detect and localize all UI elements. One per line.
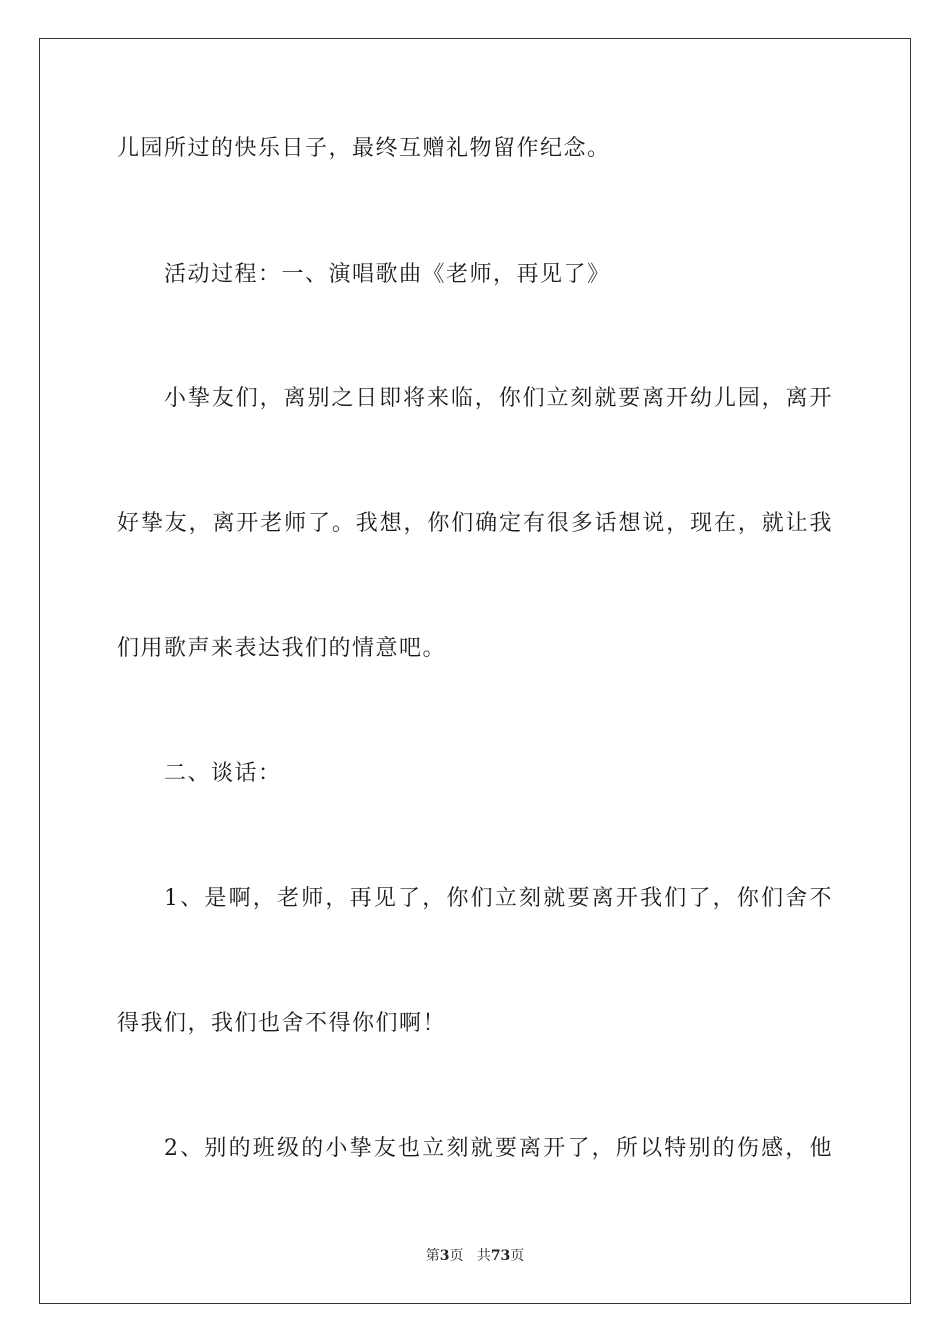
footer-page-suffix: 页 [449, 1248, 464, 1264]
paragraph-line-1: 儿园所过的快乐日子，最终互赠礼物留作纪念。 [117, 136, 611, 161]
footer-page-number: 3 [439, 1248, 450, 1264]
paragraph-line-6: 二、谈话： [164, 761, 282, 786]
paragraph-line-4: 好挚友，离开老师了。我想，你们确定有很多话想说，现在，就让我 [117, 511, 833, 536]
paragraph-line-5: 们用歌声来表达我们的情意吧。 [117, 636, 447, 661]
paragraph-line-8: 得我们，我们也舍不得你们啊！ [117, 1011, 447, 1036]
page-footer [0, 1246, 950, 1266]
paragraph-line-3: 小挚友们，离别之日即将来临，你们立刻就要离开幼儿园，离开 [164, 386, 833, 411]
paragraph-line-9: 2、别的班级的小挚友也立刻就要离开了，所以特别的伤感，他 [164, 1136, 833, 1161]
paragraph-line-2: 活动过程：一、演唱歌曲《老师，再见了》 [164, 262, 611, 287]
footer-total-suffix: 页 [510, 1248, 525, 1264]
footer-page-label: 第 [425, 1248, 440, 1264]
footer-total-label: 共 [476, 1248, 491, 1264]
paragraph-line-7: 1、是啊，老师，再见了，你们立刻就要离开我们了，你们舍不 [164, 886, 833, 911]
page-border [39, 38, 911, 1304]
footer-total-pages: 73 [490, 1248, 511, 1264]
